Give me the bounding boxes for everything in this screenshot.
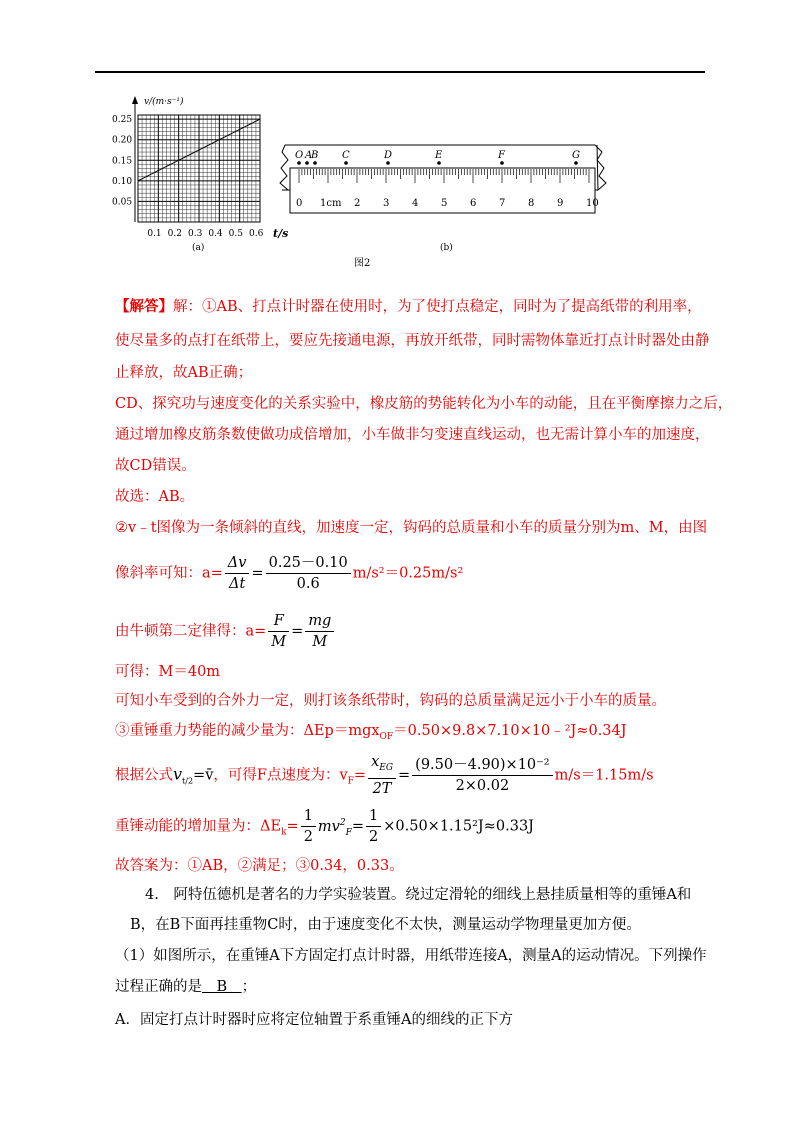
- q4-line-3: （1）如图所示，在重锤A下方固定打点计时器，用纸带连接A，测量A的运动情况。下列操作: [115, 948, 707, 964]
- q4-line-1: 4. 阿特伍德机是著名的力学实验装置。绕过定滑轮的细线上悬挂质量相等的重锤A和: [145, 887, 692, 903]
- solution-line-4: CD、探究功与速度变化的关系实验中，橡皮筋的势能转化为小车的动能，且在平衡摩擦力之后，: [115, 396, 733, 412]
- paper-tape: [280, 145, 606, 253]
- tape-dot: [574, 161, 578, 165]
- ruler-number: 5: [441, 198, 448, 209]
- y-tick-label: 0.10: [112, 176, 133, 187]
- y-tick-label: 0.25: [112, 115, 133, 126]
- slope-equation: 像斜率可知：a= $\frac{\Delta v}{\Delta t}$ = $\frac{0.25-0.10}{0.6}$ m/s²＝0.25m/s²: [115, 555, 464, 592]
- tape-dot: [344, 161, 348, 165]
- ruler-number: 2: [354, 198, 361, 209]
- figure-title: 图2: [354, 258, 371, 269]
- q4-option-a: A．固定打点计时器时应将定位轴置于系重锤A的细线的正下方: [115, 1012, 513, 1028]
- graph-caption: (a): [192, 243, 205, 253]
- tape-dot: [437, 161, 441, 165]
- x-tick-label: 0.6: [249, 229, 264, 239]
- tape-dot: [500, 161, 504, 165]
- ruler-number: 6: [470, 198, 477, 209]
- ruler-number: 4: [412, 198, 419, 209]
- vt-graph: [112, 96, 288, 253]
- solution-line-8: ②v﹣t图像为一条倾斜的直线，加速度一定，钩码的总质量和小车的质量分别为m、M，由图: [115, 520, 708, 536]
- tape-point-label: O: [295, 150, 304, 161]
- x-tick-label: 0.1: [147, 229, 162, 239]
- tape-point-label: D: [384, 150, 393, 161]
- vf-equation: 根据公式$v_{t/2}=v̄$，可得F点速度为：$v_F=$ $\frac{x_{EG}}{2T}$ = $\frac{\text{(9.50－4.90)×10⁻²}}{2\times 0.02}$ m/s＝1.15m/s: [115, 754, 654, 797]
- y-tick-label: 0.20: [112, 135, 133, 146]
- ruler-number: 9: [557, 198, 564, 209]
- tape-point-label: B: [311, 150, 319, 161]
- tape-caption: (b): [440, 243, 453, 253]
- ruler-number: 8: [528, 198, 535, 209]
- y-tick-label: 0.15: [112, 156, 133, 167]
- q4-answer-blank: B: [202, 979, 242, 995]
- solution-line-1: 【解答】解：①AB、打点计时器在使用时，为了使打点稳定，同时为了提高纸带的利用率，: [115, 298, 702, 315]
- ruler-number: 0: [296, 198, 303, 209]
- tape-point-label: F: [498, 150, 505, 161]
- tape-point-label: A: [305, 150, 313, 161]
- solution-line-3: 止释放，故AB正确；: [115, 365, 253, 381]
- ep-line: ③重锤重力势能的减少量为：ΔEp＝mgx$_{OF}$＝0.50×9.8×7.10×10﹣²J≈0.34J: [115, 723, 627, 742]
- get-M-line: 可得：M＝40m: [115, 664, 221, 680]
- x-tick-label: 0.4: [208, 229, 223, 239]
- x-tick-label: 0.3: [188, 229, 203, 239]
- ruler-number: 10: [586, 198, 599, 209]
- solution-line-6: 故CD错误。: [115, 458, 196, 474]
- figure-2: [110, 90, 610, 270]
- solution-line-5: 通过增加橡皮筋条数使做功成倍增加，小车做非匀变速直线运动，也无需计算小车的加速度，: [115, 427, 710, 443]
- solution-tag: 【解答】: [115, 298, 173, 315]
- tape-dot: [313, 161, 317, 165]
- q4-line-2: B，在B下面再挂重物C时，由于速度变化不太快，测量运动学物理量更加方便。: [130, 917, 641, 933]
- newton-equation: 由牛顿第二定律得：a= $\frac{F}{M}$ = $\frac{mg}{M}$: [115, 611, 336, 652]
- tape-point-label: E: [435, 150, 443, 161]
- header-rule: [95, 71, 705, 73]
- x-axis-label: t/s: [273, 227, 289, 240]
- ruler-number: 3: [383, 198, 390, 209]
- solution-line-2: 使尽量多的点打在纸带上，要应先接通电源，再放开纸带，同时需物体靠近打点计时器处由静: [115, 333, 710, 349]
- y-axis-label: v/(m·s⁻¹): [144, 97, 184, 107]
- answer-line: 故答案为：①AB，②满足；③0.34，0.33。: [115, 858, 404, 874]
- q4-line-4: 过程正确的是 B ；: [115, 979, 257, 995]
- tape-dot: [386, 161, 390, 165]
- tape-point-label: C: [342, 150, 350, 161]
- x-tick-label: 0.2: [167, 229, 182, 239]
- conclusion-line: 可知小车受到的合外力一定，则打该条纸带时，钩码的总质量满足远小于小车的质量。: [115, 693, 666, 709]
- tape-dot: [297, 161, 301, 165]
- solution-line-7: 故选：AB。: [115, 489, 195, 505]
- ruler-number: 1cm: [320, 198, 342, 209]
- x-tick-label: 0.5: [228, 229, 243, 239]
- ek-equation: 重锤动能的增加量为：$\Delta E_k=$ $\frac{1}{2}$ $mv^2_F=$ $\frac{1}{2}$ ×0.50×1.15²J≈0.33J: [115, 808, 534, 845]
- tape-point-label: G: [572, 150, 580, 161]
- ruler-number: 7: [499, 198, 506, 209]
- tape-dot: [305, 161, 309, 165]
- y-tick-label: 0.05: [112, 197, 133, 208]
